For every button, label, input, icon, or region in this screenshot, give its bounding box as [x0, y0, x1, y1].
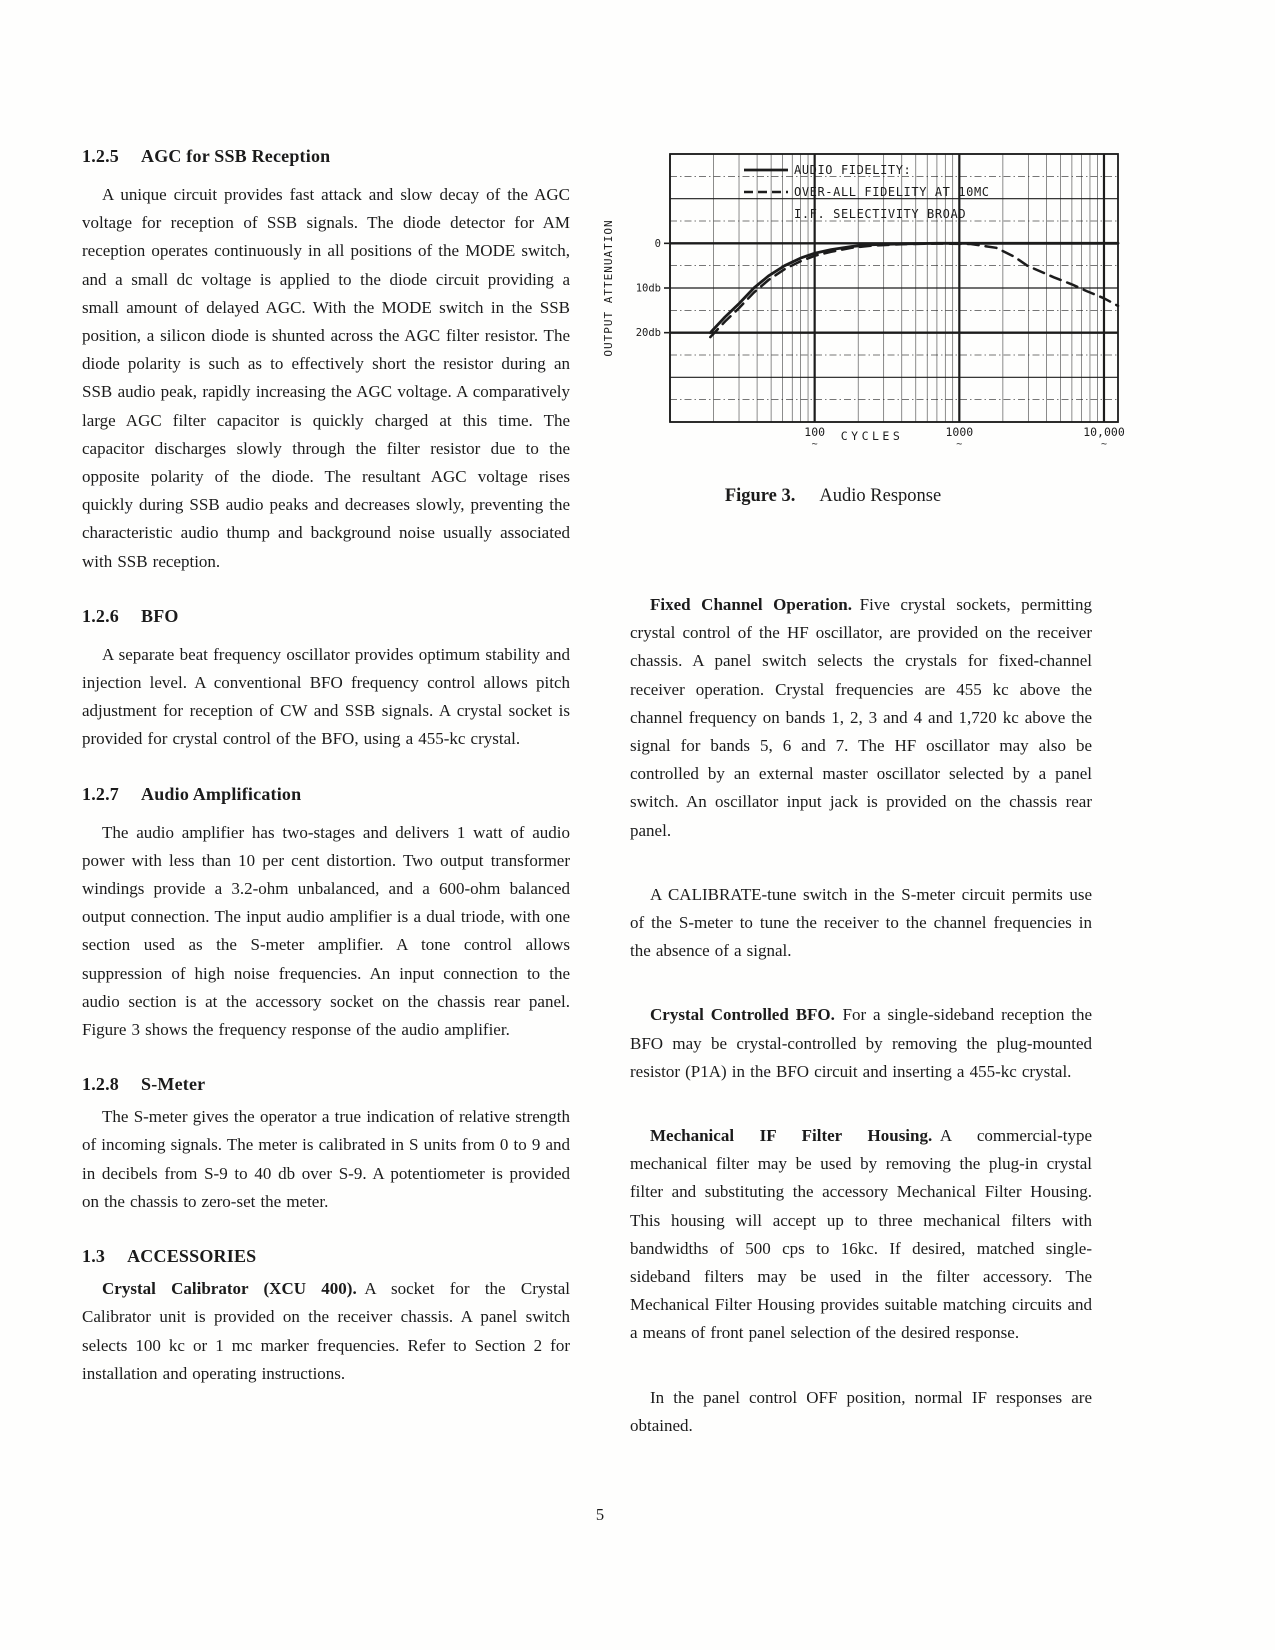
svg-text:AUDIO FIDELITY:: AUDIO FIDELITY:	[794, 163, 912, 177]
section-heading	[82, 146, 570, 167]
svg-text:~: ~	[1100, 439, 1107, 450]
section-body-text: The audio amplifier has two-stages and delivers 1 watt of audio power with less than 10 per cent distortion. Two output transformer windings provide a 3.2-ohm unbalanced, and a 600-ohm balanced output connection. The input audio amplifier is a dual triode, with one section used as the S-meter amplifier. A tone control allows suppression of high noise frequencies. An input connection to the audio section is at the accessory socket on the chassis rear panel. Figure 3 shows the frequency response of the audio amplifier.	[82, 822, 570, 1040]
right-column	[602, 140, 1125, 1440]
figure-caption	[598, 486, 1128, 507]
svg-text:I.F. SELECTIVITY BROAD: I.F. SELECTIVITY BROAD	[794, 207, 967, 221]
section-s-meter	[82, 1074, 570, 1216]
section-agc-for-ssb-reception	[82, 146, 570, 576]
paragraph-lead: Mechanical IF Filter Housing.	[650, 1126, 933, 1146]
svg-text:1000: 1000	[945, 425, 974, 439]
figure-caption-title: Audio Response	[819, 486, 942, 506]
paragraph-text: For a single-sideband reception the BFO may be crystal-controlled by removing the plug-mounted resistor (P1A) in the BFO circuit and inserting a 455-kc crystal.	[630, 1005, 1092, 1081]
paragraph-fixed-channel-operation	[630, 591, 1092, 845]
section-audio-amplification	[82, 784, 570, 1045]
section-body-text: A unique circuit provides fast attack and slow decay of the AGC voltage for reception of SSB signals. The diode detector for AM reception operates continuously in all positions of the MODE switch, and a small dc voltage is applied to the diode circuit providing a small amount of delayed AGC. With the MODE switch in the SSB position, a silicon diode is shunted across the AGC filter resistor. The diode polarity is such as to effectively short the resistor during an SSB audio peak, rapidly increasing the AGC voltage. A comparatively large AGC filter capacitor is quickly charged at this time. The capacitor discharges slowly through the filter resistor due to the opposite polarity of the diode. The resultant AGC voltage rises quickly during SSB audio peaks and decreases slowly, preventing the characteristic audio thump and background noise usually associated with SSB reception.	[82, 185, 570, 571]
section-number: 1.2.8	[82, 1074, 119, 1095]
section-title: BFO	[141, 605, 179, 626]
section-heading	[82, 1074, 570, 1095]
section-body	[82, 641, 570, 754]
section-heading	[82, 606, 570, 627]
section-body	[82, 819, 570, 1045]
svg-text:0: 0	[654, 237, 661, 250]
section-number: 1.2.5	[82, 146, 119, 166]
paragraph-text: Five crystal sockets, permitting crystal control of the HF oscillator, are provided on the receiver chassis. A panel switch selects the crystals for fixed-channel receiver operation. Crystal frequencies are 455 kc above the channel frequency on bands 1, 2, 3 and 4 and 1,720 kc above the signal for bands 5, 6 and 7. The HF oscillator may also be controlled by an external master oscillator selected by a panel switch. An oscillator input jack is provided on the chassis rear panel.	[630, 595, 1092, 840]
audio-response-chart	[598, 140, 1128, 450]
svg-text:10db: 10db	[635, 282, 661, 295]
page-number: 5	[595, 1505, 605, 1524]
section-body	[82, 1103, 570, 1216]
section-title: AGC for SSB Reception	[141, 146, 331, 166]
paragraph-text: In the panel control OFF position, normal IF responses are obtained.	[630, 1387, 1092, 1435]
paragraph-calibrate-tune-switch	[630, 881, 1092, 966]
section-bfo	[82, 606, 570, 754]
section-body	[82, 1275, 570, 1388]
section-body-text: A socket for the Crystal Calibrator unit is provided on the receiver chassis. A panel switch selects 100 kc or 1 mc marker frequencies. Refer to Section 2 for installation and operating instructions.	[82, 1279, 570, 1383]
left-column	[82, 140, 570, 1388]
svg-text:~: ~	[811, 439, 818, 450]
section-accessories	[82, 1246, 570, 1388]
section-body-text: A separate beat frequency oscillator provides optimum stability and injection level. A conventional BFO frequency control allows pitch adjustment for reception of CW and SSB signals. A crystal socket is provided for crystal control of the BFO, using a 455-kc crystal.	[82, 644, 570, 749]
section-heading	[82, 1246, 570, 1267]
section-title: ACCESSORIES	[127, 1246, 257, 1267]
paragraph-text: A commercial-type mechanical filter may be used by removing the plug-in crystal filter and substituting the accessory Mechanical Filter Housing. This housing will accept up to three mechanical filters with bandwidths of 500 cps to 16kc. If desired, matched single-sideband filters may be used in the filter accessory. The Mechanical Filter Housing provides suitable matching circuits and a means of front panel selection of the desired response.	[630, 1126, 1093, 1343]
section-number: 1.2.7	[82, 783, 119, 804]
paragraph-text: A CALIBRATE-tune switch in the S-meter circuit permits use of the S-meter to tune the receiver to the channel frequencies in the absence of a signal.	[630, 884, 1092, 961]
paragraph-lead: Fixed Channel Operation.	[650, 595, 852, 614]
figure-3-audio-response	[598, 140, 1128, 507]
section-title: S-Meter	[141, 1074, 206, 1095]
section-number: 1.2.6	[82, 605, 119, 626]
section-number: 1.3	[82, 1246, 106, 1267]
svg-text:OUTPUT ATTENUATION: OUTPUT ATTENUATION	[602, 219, 615, 357]
section-heading	[82, 784, 570, 805]
paragraph-crystal-controlled-bfo	[630, 1001, 1092, 1086]
section-title: Audio Amplification	[141, 783, 302, 804]
section-body	[82, 181, 570, 576]
figure-caption-label: Figure 3.	[724, 486, 796, 506]
svg-text:10,000: 10,000	[1083, 425, 1125, 439]
svg-text:OVER-ALL FIDELITY AT 10MC: OVER-ALL FIDELITY AT 10MC	[794, 185, 990, 199]
section-body-text: The S-meter gives the operator a true indication of relative strength of incoming signals. The meter is calibrated in S units from 0 to 9 and in decibels from S-9 to 40 db over S-9. A potentiometer is provided on the chassis to zero-set the meter.	[82, 1107, 570, 1211]
paragraph-panel-control-off	[630, 1384, 1092, 1440]
svg-text:100: 100	[804, 425, 826, 439]
paragraph-lead: Crystal Calibrator (XCU 400).	[102, 1279, 357, 1299]
svg-text:20db: 20db	[635, 327, 661, 340]
paragraph-lead: Crystal Controlled BFO.	[650, 1005, 835, 1025]
svg-text:CYCLES: CYCLES	[840, 429, 904, 443]
svg-text:~: ~	[956, 439, 963, 450]
paragraph-mechanical-if-filter-housing	[630, 1122, 1092, 1348]
